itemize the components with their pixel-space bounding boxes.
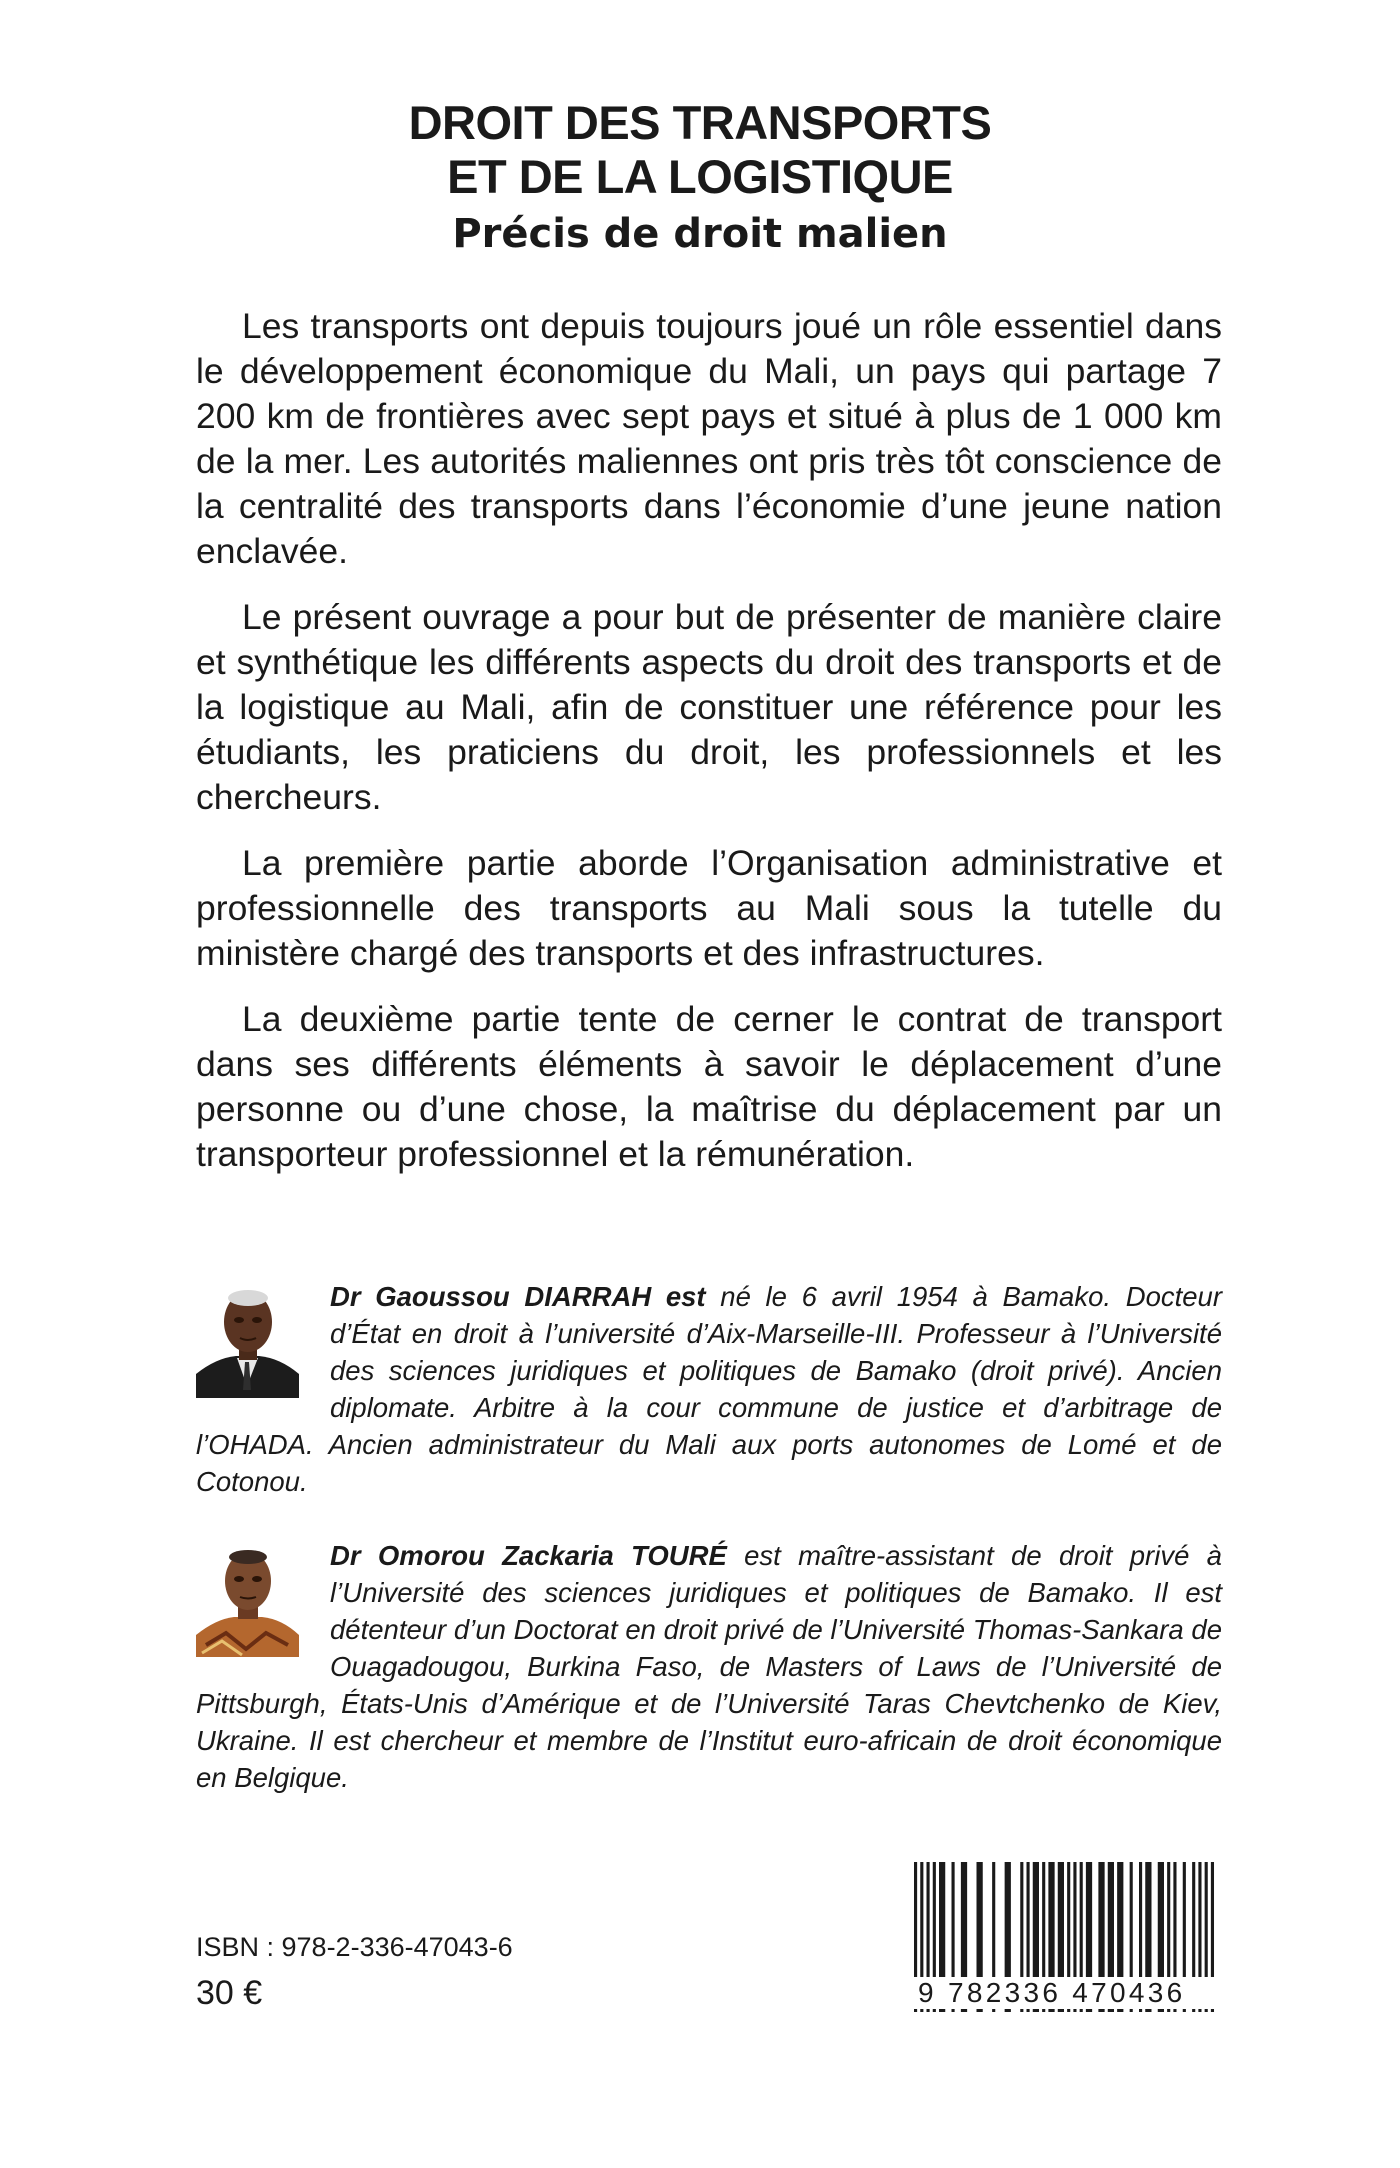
book-subtitle: Précis de droit malien — [452, 211, 948, 257]
summary-paragraph-4: La deuxième partie tente de cerner le contrat de transport dans ses différents éléments à savoir le déplacement d’une personne ou d’une chose, la maîtrise du déplacement par un transporteur professionnel et la rémunération. — [196, 999, 1222, 1174]
isbn: ISBN : 978-2-336-47043-6 — [196, 1932, 513, 1962]
author-1-bio: né le 6 avril 1954 à Bamako. Docteur d’État en droit à l’université d’Aix-Marseille-III. Professeur à l’Université des sciences juridiques et politiques de Bamako (droit privé). Ancien diplomate. Arbitre à la cour commune de justice et d’arbitrage de l’OHADA. Ancien administrateur du Mali aux ports autonomes de Lomé et de Cotonou. — [196, 1281, 1222, 1497]
summary-text — [196, 304, 1222, 1198]
author-2-name: Dr Omorou Zackaria TOURÉ — [330, 1540, 727, 1571]
barcode-digits: 9 782336 470436 — [904, 1977, 1222, 2009]
summary-paragraph-1: Les transports ont depuis toujours joué un rôle essentiel dans le développement économique du Mali, un pays qui partage 7 200 km de frontières avec sept pays et situé à plus de 1 000 km de la mer. Les autorités maliennes ont pris très tôt conscience de la centralité des transports dans l’économie d’une jeune nation enclavée. — [196, 306, 1222, 571]
title-block — [0, 96, 1400, 262]
summary-paragraph-2: Le présent ouvrage a pour but de présenter de manière claire et synthétique les différents aspects du droit des transports et de la logistique au Mali, afin de constituer une référence pour les étudiants, les praticiens du droit, les professionnels et les chercheurs. — [196, 597, 1222, 817]
price: 30 € — [196, 1974, 263, 2012]
author-1-photo — [196, 1278, 299, 1398]
author-2-bio: est maître-assistant de droit privé à l’Université des sciences juridiques et politiques de Bamako. Il est détenteur d’un Doctorat en droit privé de l’Université Thomas-Sankara de Ouagadougou, Burkina Faso, de Masters of Laws de l’Université de Pittsburgh, États-Unis d’Amérique et de l’Université Taras Chevtchenko de Kiev, Ukraine. Il est chercheur et membre de l’Institut euro-africain de droit économique en Belgique. — [196, 1540, 1222, 1793]
author-1-name: Dr Gaoussou DIARRAH est — [330, 1281, 706, 1312]
author-bio-1 — [196, 1278, 1222, 1500]
author-2-photo — [196, 1537, 299, 1657]
book-title-line-1: DROIT DES TRANSPORTS — [408, 96, 992, 149]
summary-paragraph-3: La première partie aborde l’Organisation administrative et professionnelle des transports au Mali sous la tutelle du ministère chargé des transports et des infrastructures. — [196, 843, 1222, 973]
author-bio-2 — [196, 1537, 1222, 1796]
book-title-line-2: ET DE LA LOGISTIQUE — [447, 150, 953, 203]
